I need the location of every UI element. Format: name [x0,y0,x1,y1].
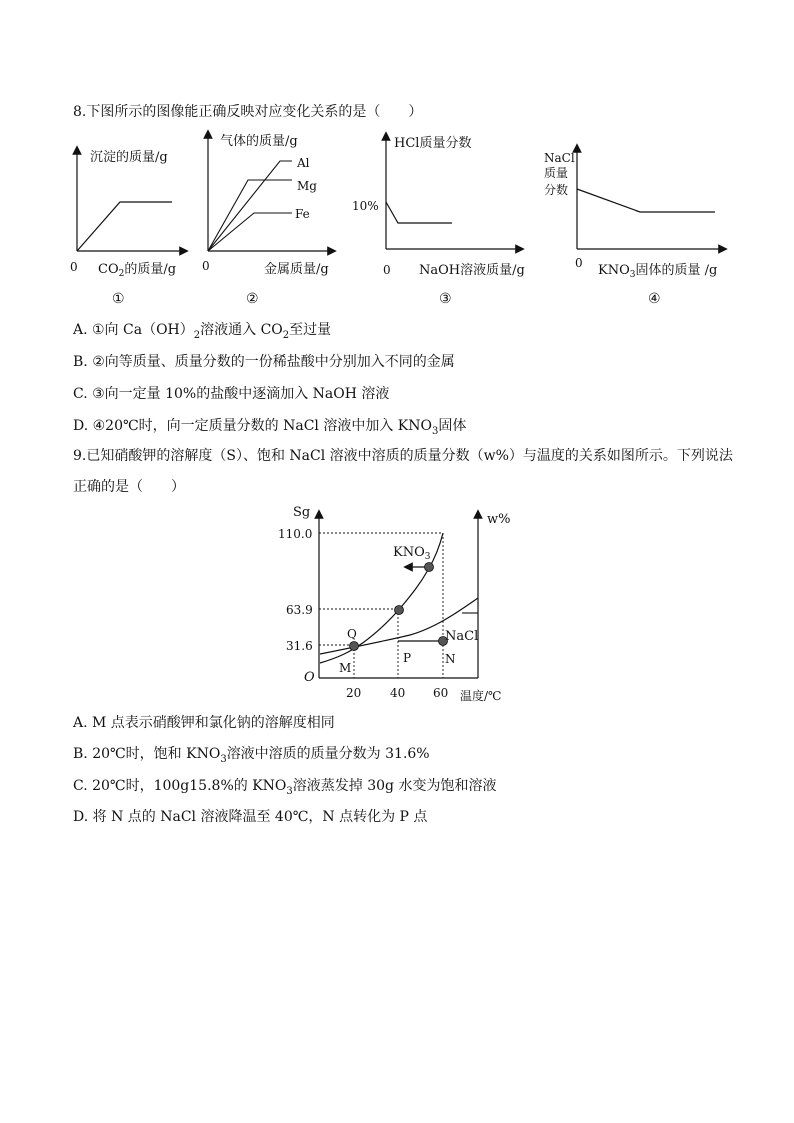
g4-ylabel-3: 分数 [544,183,569,197]
q8-graph-1 [68,140,188,315]
g2-line-al [208,161,292,251]
q9-label-nacl: NaCl [445,629,479,644]
q9-option-a: A. M 点表示硝酸钾和氯化钠的溶解度相同 [73,715,335,731]
q8-option-d: D. ④20℃时，向一定质量分数的 NaCl 溶液中加入 $KNO_3$固体 [73,418,467,437]
q8-graph-4 [540,142,730,315]
q9-option-d: D. 将 N 点的 NaCl 溶液降温至 40℃，N 点转化为 P 点 [73,809,428,825]
g2-label-fe: Fe [295,207,310,221]
q9-right-y-label: w% [487,512,511,527]
q9-x-label: 温度/℃ [460,689,502,703]
q9-tick-31.6: 31.6 [286,639,313,653]
g2-origin: 0 [202,259,210,273]
q9-option-c: C. 20℃时，100g15.8%的 $KNO_3$溶液蒸发掉 30g 水变为饱和溶液 [73,778,497,797]
q9-tick-110: 110.0 [278,527,313,541]
q9-point-q [350,642,359,651]
q8-option-a: A. ①向 $Ca(OH)_2$溶液通入 $CO_2$至过量 [73,322,332,341]
g1-number: ① [112,291,125,307]
q9-option-b: B. 20℃时，饱和 $KNO_3$溶液中溶质的质量分数为 31.6% [73,746,430,765]
q8-stem: 8.下图所示的图像能正确反映对应变化关系的是（ ） [73,104,423,120]
g2-line-fe [208,213,292,251]
g1-ylabel: 沉淀的质量/g [90,150,168,165]
q8-option-c: C. ③向一定量 10%的盐酸中逐滴加入 NaOH 溶液 [73,386,390,402]
q9-label-p: P [403,651,412,665]
q8-graph-3 [350,130,530,315]
g3-tick: 10% [352,199,379,213]
g3-curve [386,202,452,223]
q9-stem-line-1: 9.已知硝酸钾的溶解度（S）、饱和 NaCl 溶液中溶质的质量分数（w%）与温度的关系如图所示。下列说法 [73,448,733,464]
g3-number: ③ [439,291,452,307]
g3-origin: 0 [383,263,391,277]
q9-label-q: Q [347,627,357,641]
g4-ylabel-1: NaCl [544,151,575,165]
q9-stem-line-2: 正确的是（ ） [73,479,185,495]
g4-ylabel-2: 质量 [544,166,569,180]
q9-point-63.9 [395,606,404,615]
g2-ylabel: 气体的质量/g [220,134,298,149]
q9-solubility-graph [270,500,520,708]
q9-label-n: N [445,652,456,666]
q9-point-kno3 [425,563,434,572]
q9-label-m: M [339,661,352,675]
q8-option-b: B. ②向等质量、质量分数的一份稀盐酸中分别加入不同的金属 [73,354,455,370]
g4-xlabel: $KNO_3$固体的质量 /g [598,263,718,280]
g2-label-mg: Mg [297,179,317,193]
g3-xlabel: NaOH溶液质量/g [419,263,525,278]
q9-left-y-label: Sg [293,505,311,520]
q9-x-tick-60: 60 [433,686,449,700]
q9-origin: O [304,670,315,685]
q9-tick-63.9: 63.9 [286,603,313,617]
g1-xlabel: $CO_2$的质量/g [98,262,177,279]
q9-label-kno3: $KNO_3$ [393,545,431,562]
g3-ylabel: HCl质量分数 [394,136,472,151]
g4-number: ④ [648,291,661,307]
g4-curve [577,189,715,212]
g1-curve [77,202,172,251]
g2-number: ② [246,291,259,307]
q9-x-tick-40: 40 [390,686,406,700]
g2-xlabel: 金属质量/g [264,262,329,277]
g2-label-al: Al [297,156,310,170]
q9-x-tick-20: 20 [346,686,362,700]
g4-origin: 0 [575,256,583,270]
q8-graph-2 [198,128,343,315]
g1-origin: 0 [70,260,78,274]
